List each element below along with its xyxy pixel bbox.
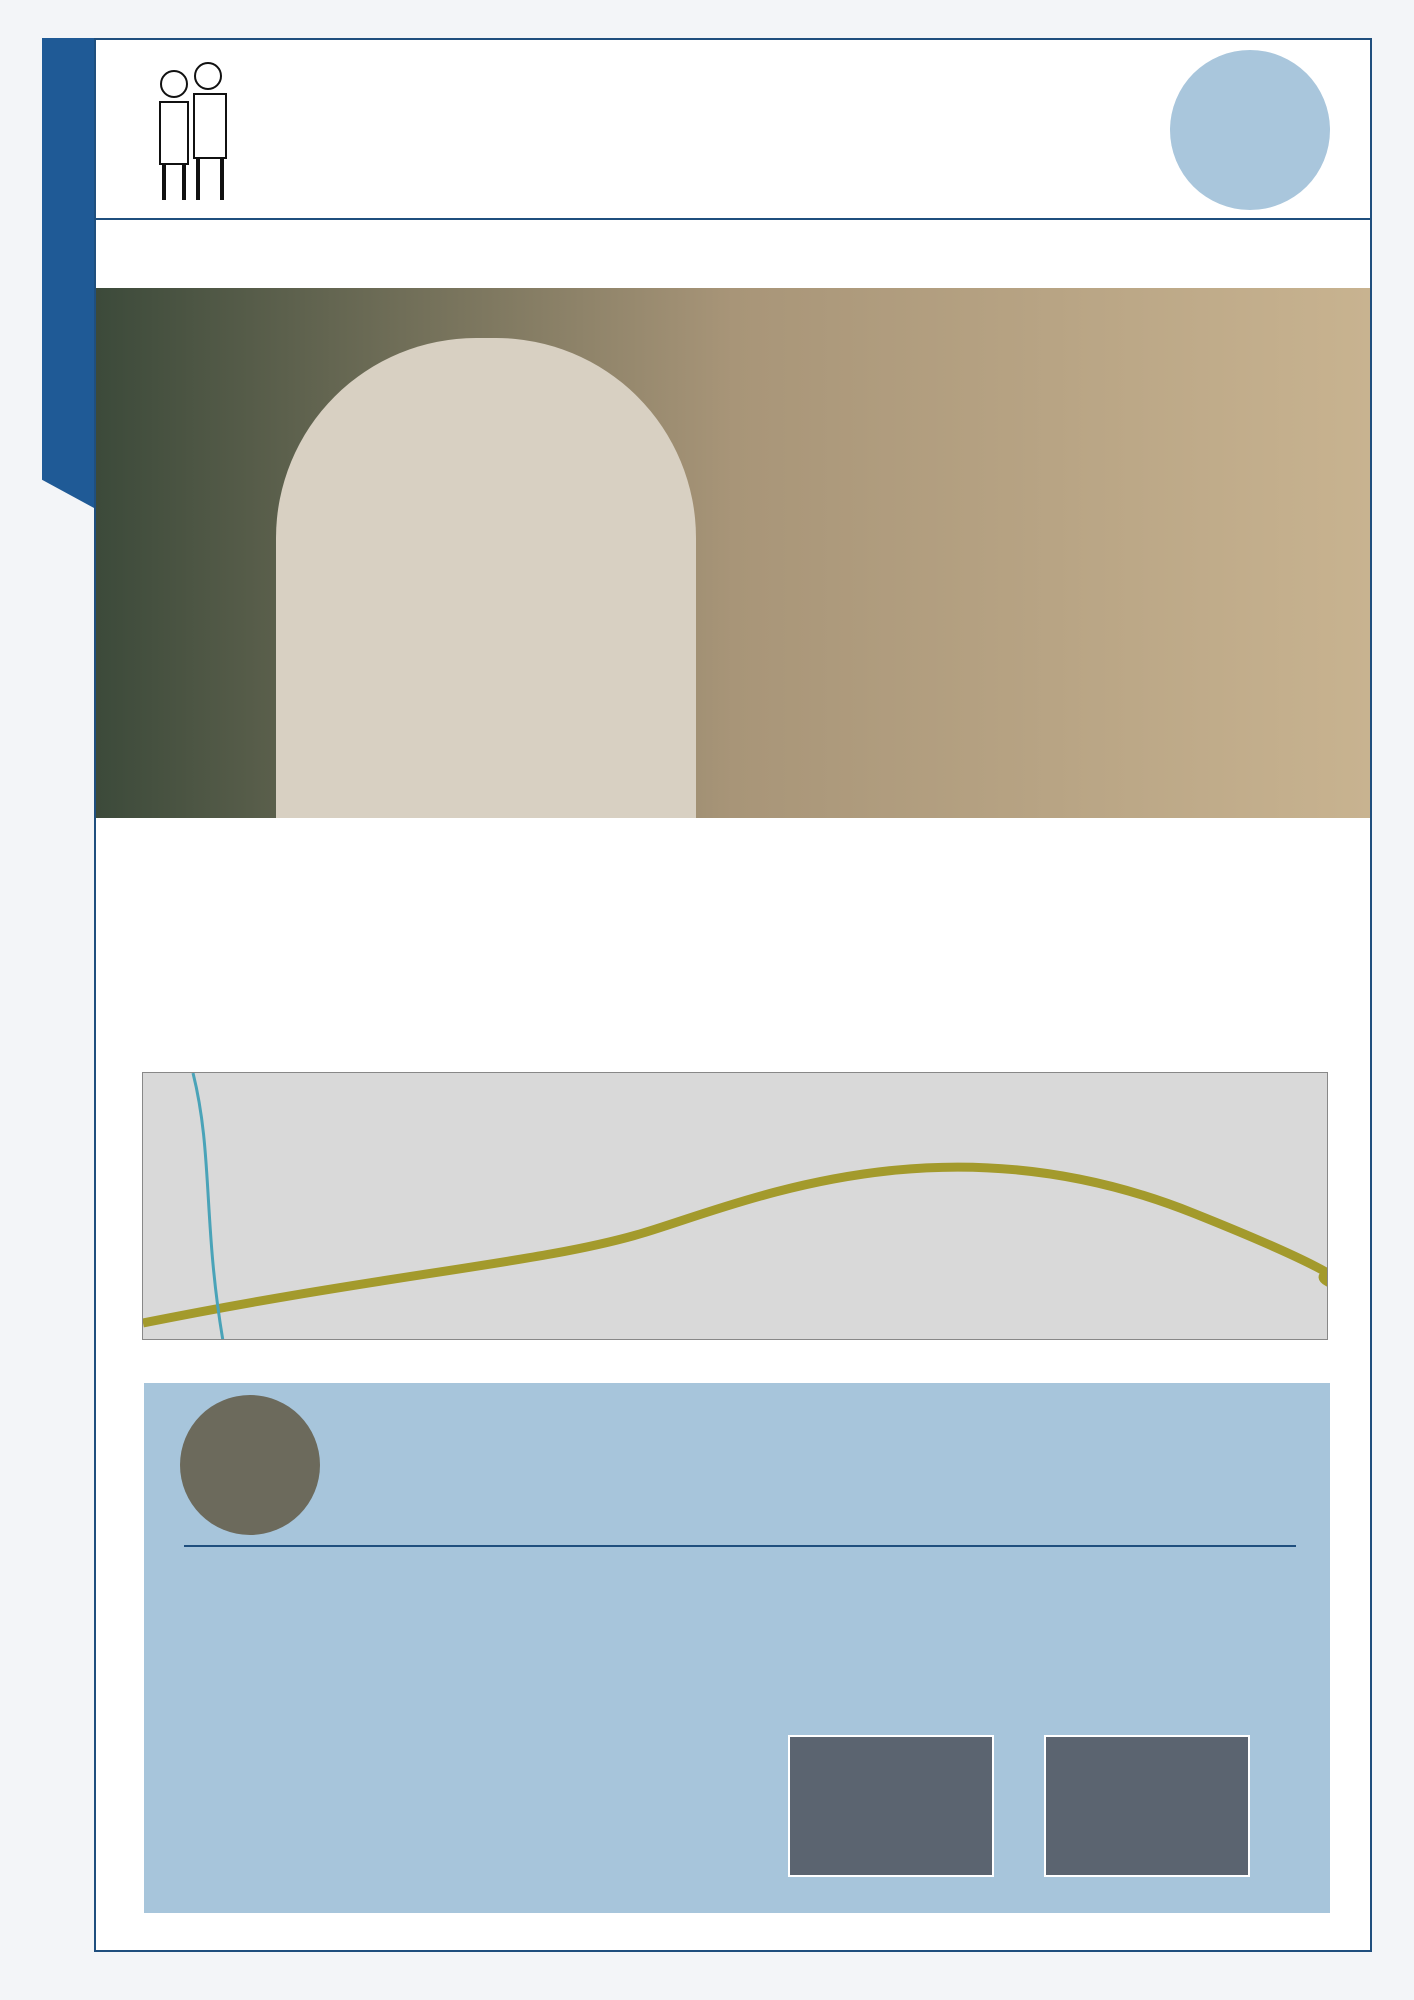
side-tab [42,38,94,508]
tunnel-map-image [142,1072,1328,1340]
workers-illustration-icon [138,54,248,204]
hero-person-figure [276,338,696,818]
page-header [96,40,1370,220]
issue-badge [1170,50,1330,210]
page-frame [94,38,1372,1952]
hero-photo [96,288,1370,818]
photo-colleagues [788,1735,994,1877]
profile-card [144,1383,1330,1913]
avatar [180,1395,320,1535]
subheader [96,222,1370,286]
photo-meeting [1044,1735,1250,1877]
profile-divider [184,1545,1296,1547]
